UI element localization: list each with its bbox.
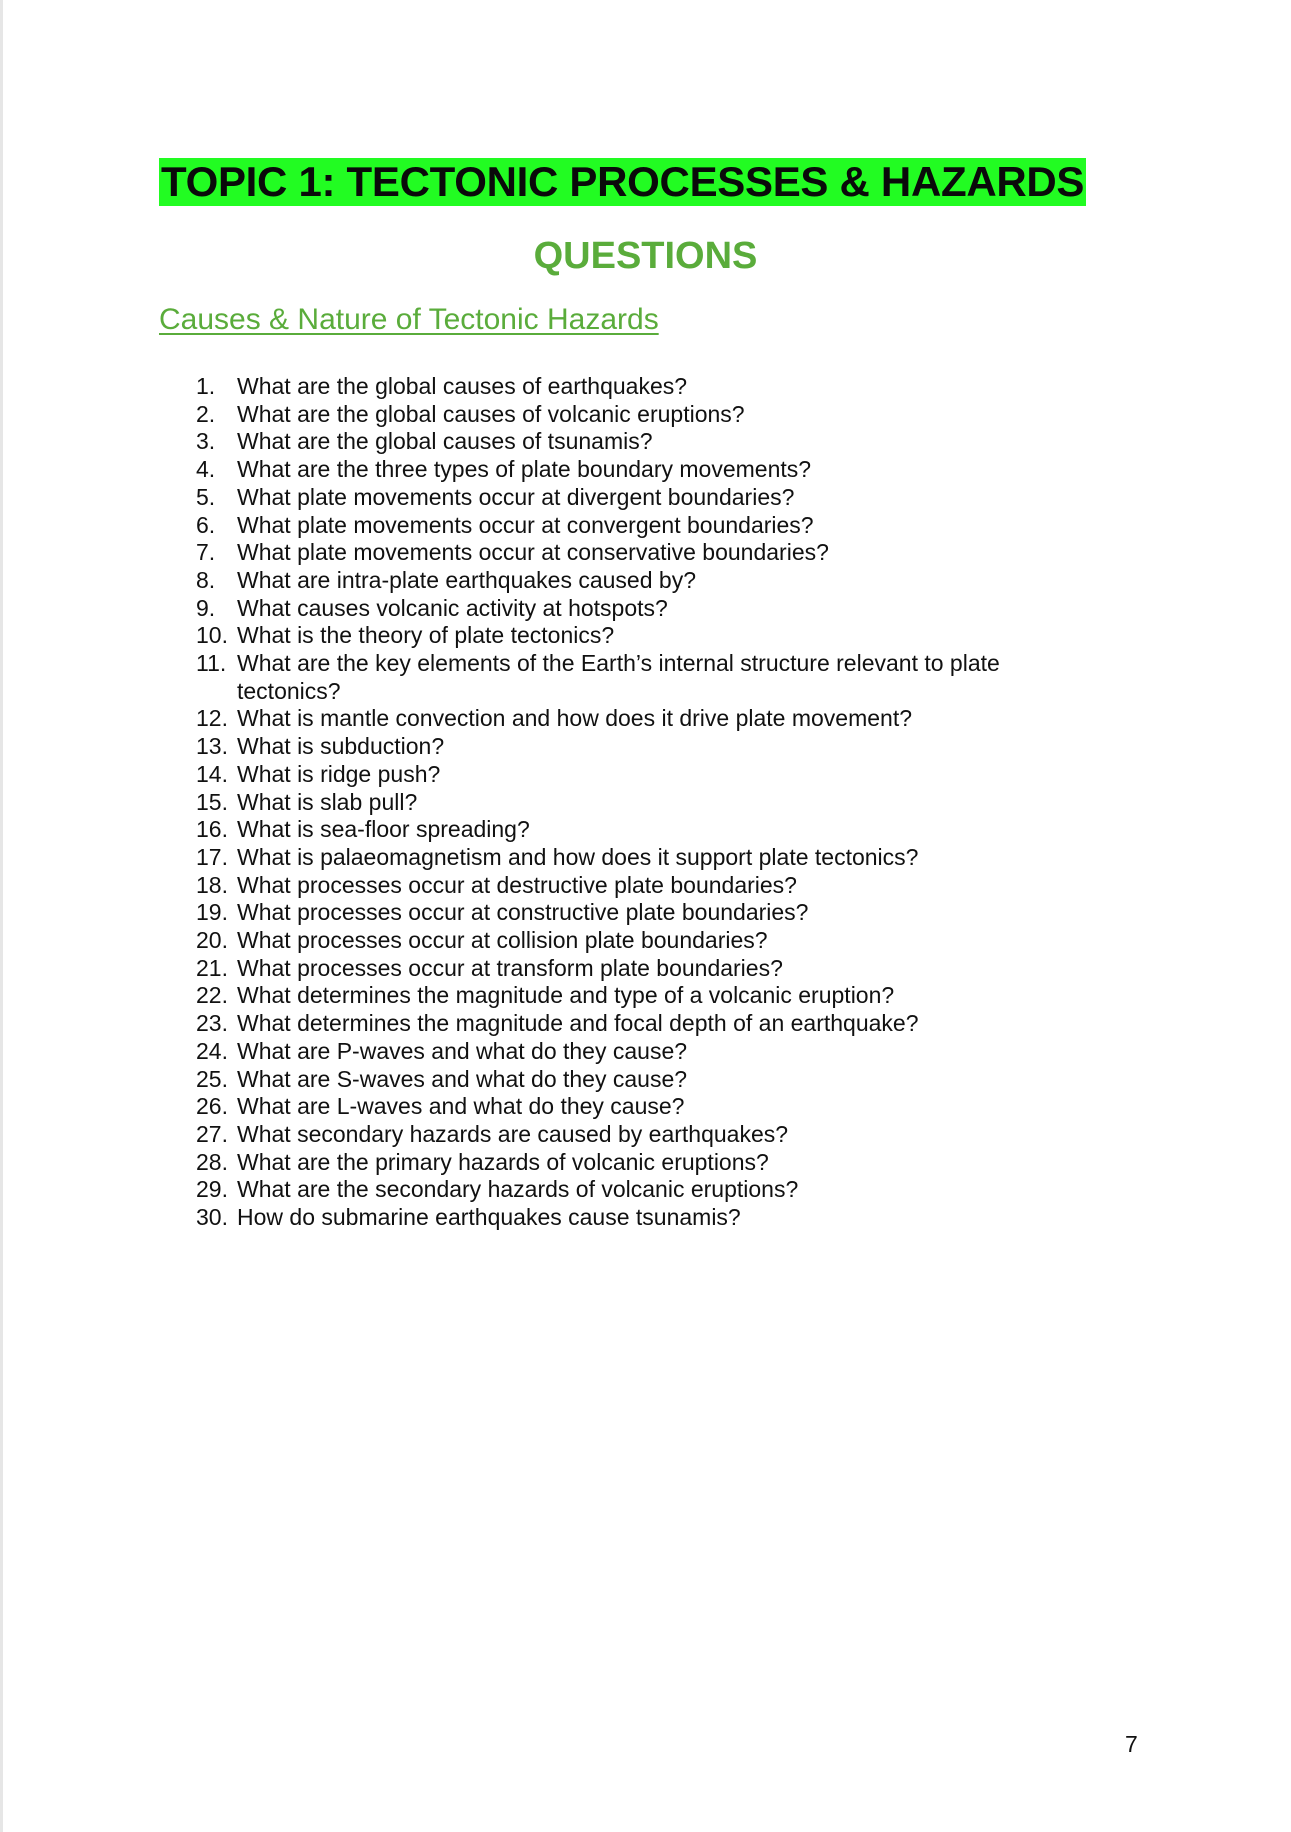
question-item [196,1066,1096,1094]
question-item [196,1093,1096,1121]
question-text: What processes occur at collision plate boundaries? [237,927,768,954]
question-item [196,373,1096,401]
question-number: 8. [196,566,216,593]
question-item [196,1010,1096,1038]
question-item [196,456,1096,484]
question-item [196,733,1096,761]
question-item [196,1038,1096,1066]
question-item [196,650,1096,705]
question-text: What causes volcanic activity at hotspots? [237,594,668,621]
question-item [196,484,1096,512]
question-item [196,705,1096,733]
question-text: What are the primary hazards of volcanic eruptions? [237,1148,769,1175]
question-item [196,622,1096,650]
question-text: What determines the magnitude and focal depth of an earthquake? [237,1010,919,1037]
question-text: What are the global causes of earthquakes? [237,373,688,399]
question-number: 1. [196,373,216,399]
question-number: 21. [196,954,228,981]
question-text: What plate movements occur at divergent boundaries? [237,483,795,510]
question-text: What plate movements occur at convergent boundaries? [237,511,814,538]
question-text: What are the key elements of the Earth’s internal structure relevant to plate tectonics? [237,650,1000,704]
section-heading: QUESTIONS [533,235,758,277]
question-text: What is the theory of plate tectonics? [237,622,615,649]
question-item [196,428,1096,456]
subsection-heading: Causes & Nature of Tectonic Hazards [159,303,659,336]
question-text: What are S-waves and what do they cause? [237,1065,688,1092]
question-number: 3. [196,428,216,455]
question-text: How do submarine earthquakes cause tsunamis? [237,1204,741,1231]
question-number: 10. [196,622,228,649]
question-item [196,1121,1096,1149]
question-item [196,539,1096,567]
question-text: What are the three types of plate boundary movements? [237,456,812,483]
question-item [196,872,1096,900]
topic-title: TOPIC 1: TECTONIC PROCESSES & HAZARDS [161,158,1085,205]
question-text: What processes occur at transform plate boundaries? [237,954,783,981]
question-text: What processes occur at destructive plate boundaries? [237,871,797,898]
question-text: What are the global causes of tsunamis? [237,428,653,455]
question-item [196,1176,1096,1204]
question-number: 13. [196,733,228,760]
question-text: What are the secondary hazards of volcanic eruptions? [237,1176,799,1203]
question-text: What plate movements occur at conservative boundaries? [237,539,829,566]
question-number: 5. [196,483,216,510]
question-item [196,761,1096,789]
question-number: 7. [196,539,216,566]
question-number: 20. [196,927,228,954]
question-item [196,1204,1096,1232]
question-text: What is palaeomagnetism and how does it support plate tectonics? [237,843,919,870]
question-number: 27. [196,1120,228,1147]
question-number: 22. [196,982,228,1009]
question-number: 24. [196,1037,228,1064]
question-number: 15. [196,788,228,815]
question-text: What determines the magnitude and type of a volcanic eruption? [237,982,895,1009]
question-number: 14. [196,760,228,787]
question-number: 16. [196,816,228,843]
question-text: What is slab pull? [237,788,418,815]
question-item [196,844,1096,872]
question-number: 17. [196,843,228,870]
question-number: 11. [196,650,227,677]
question-number: 18. [196,871,228,898]
question-number: 25. [196,1065,228,1092]
question-text: What is sea-floor spreading? [237,816,530,843]
question-text: What are L-waves and what do they cause? [237,1093,685,1120]
question-number: 9. [196,594,216,621]
question-item [196,595,1096,623]
question-text: What are intra-plate earthquakes caused by? [237,566,696,593]
question-number: 29. [196,1176,228,1203]
page-number: 7 [1125,1731,1138,1757]
question-number: 19. [196,899,228,926]
question-number: 12. [196,705,228,732]
question-number: 30. [196,1204,228,1231]
question-item [196,512,1096,540]
question-text: What are P-waves and what do they cause? [237,1037,688,1064]
question-number: 6. [196,511,216,538]
question-item [196,401,1096,429]
question-list [196,373,1096,1232]
question-text: What processes occur at constructive plate boundaries? [237,899,809,926]
question-text: What is mantle convection and how does it drive plate movement? [237,705,913,732]
question-text: What is ridge push? [237,760,441,787]
question-number: 4. [196,456,216,483]
question-text: What are the global causes of volcanic eruptions? [237,400,745,427]
question-item [196,567,1096,595]
question-item [196,927,1096,955]
question-item [196,955,1096,983]
question-item [196,899,1096,927]
question-item [196,982,1096,1010]
question-number: 23. [196,1010,228,1037]
question-item [196,1149,1096,1177]
question-number: 2. [196,400,216,427]
question-item [196,789,1096,817]
question-text: What is subduction? [237,733,445,760]
question-item [196,816,1096,844]
question-number: 26. [196,1093,228,1120]
question-text: What secondary hazards are caused by earthquakes? [237,1120,789,1147]
question-number: 28. [196,1148,228,1175]
